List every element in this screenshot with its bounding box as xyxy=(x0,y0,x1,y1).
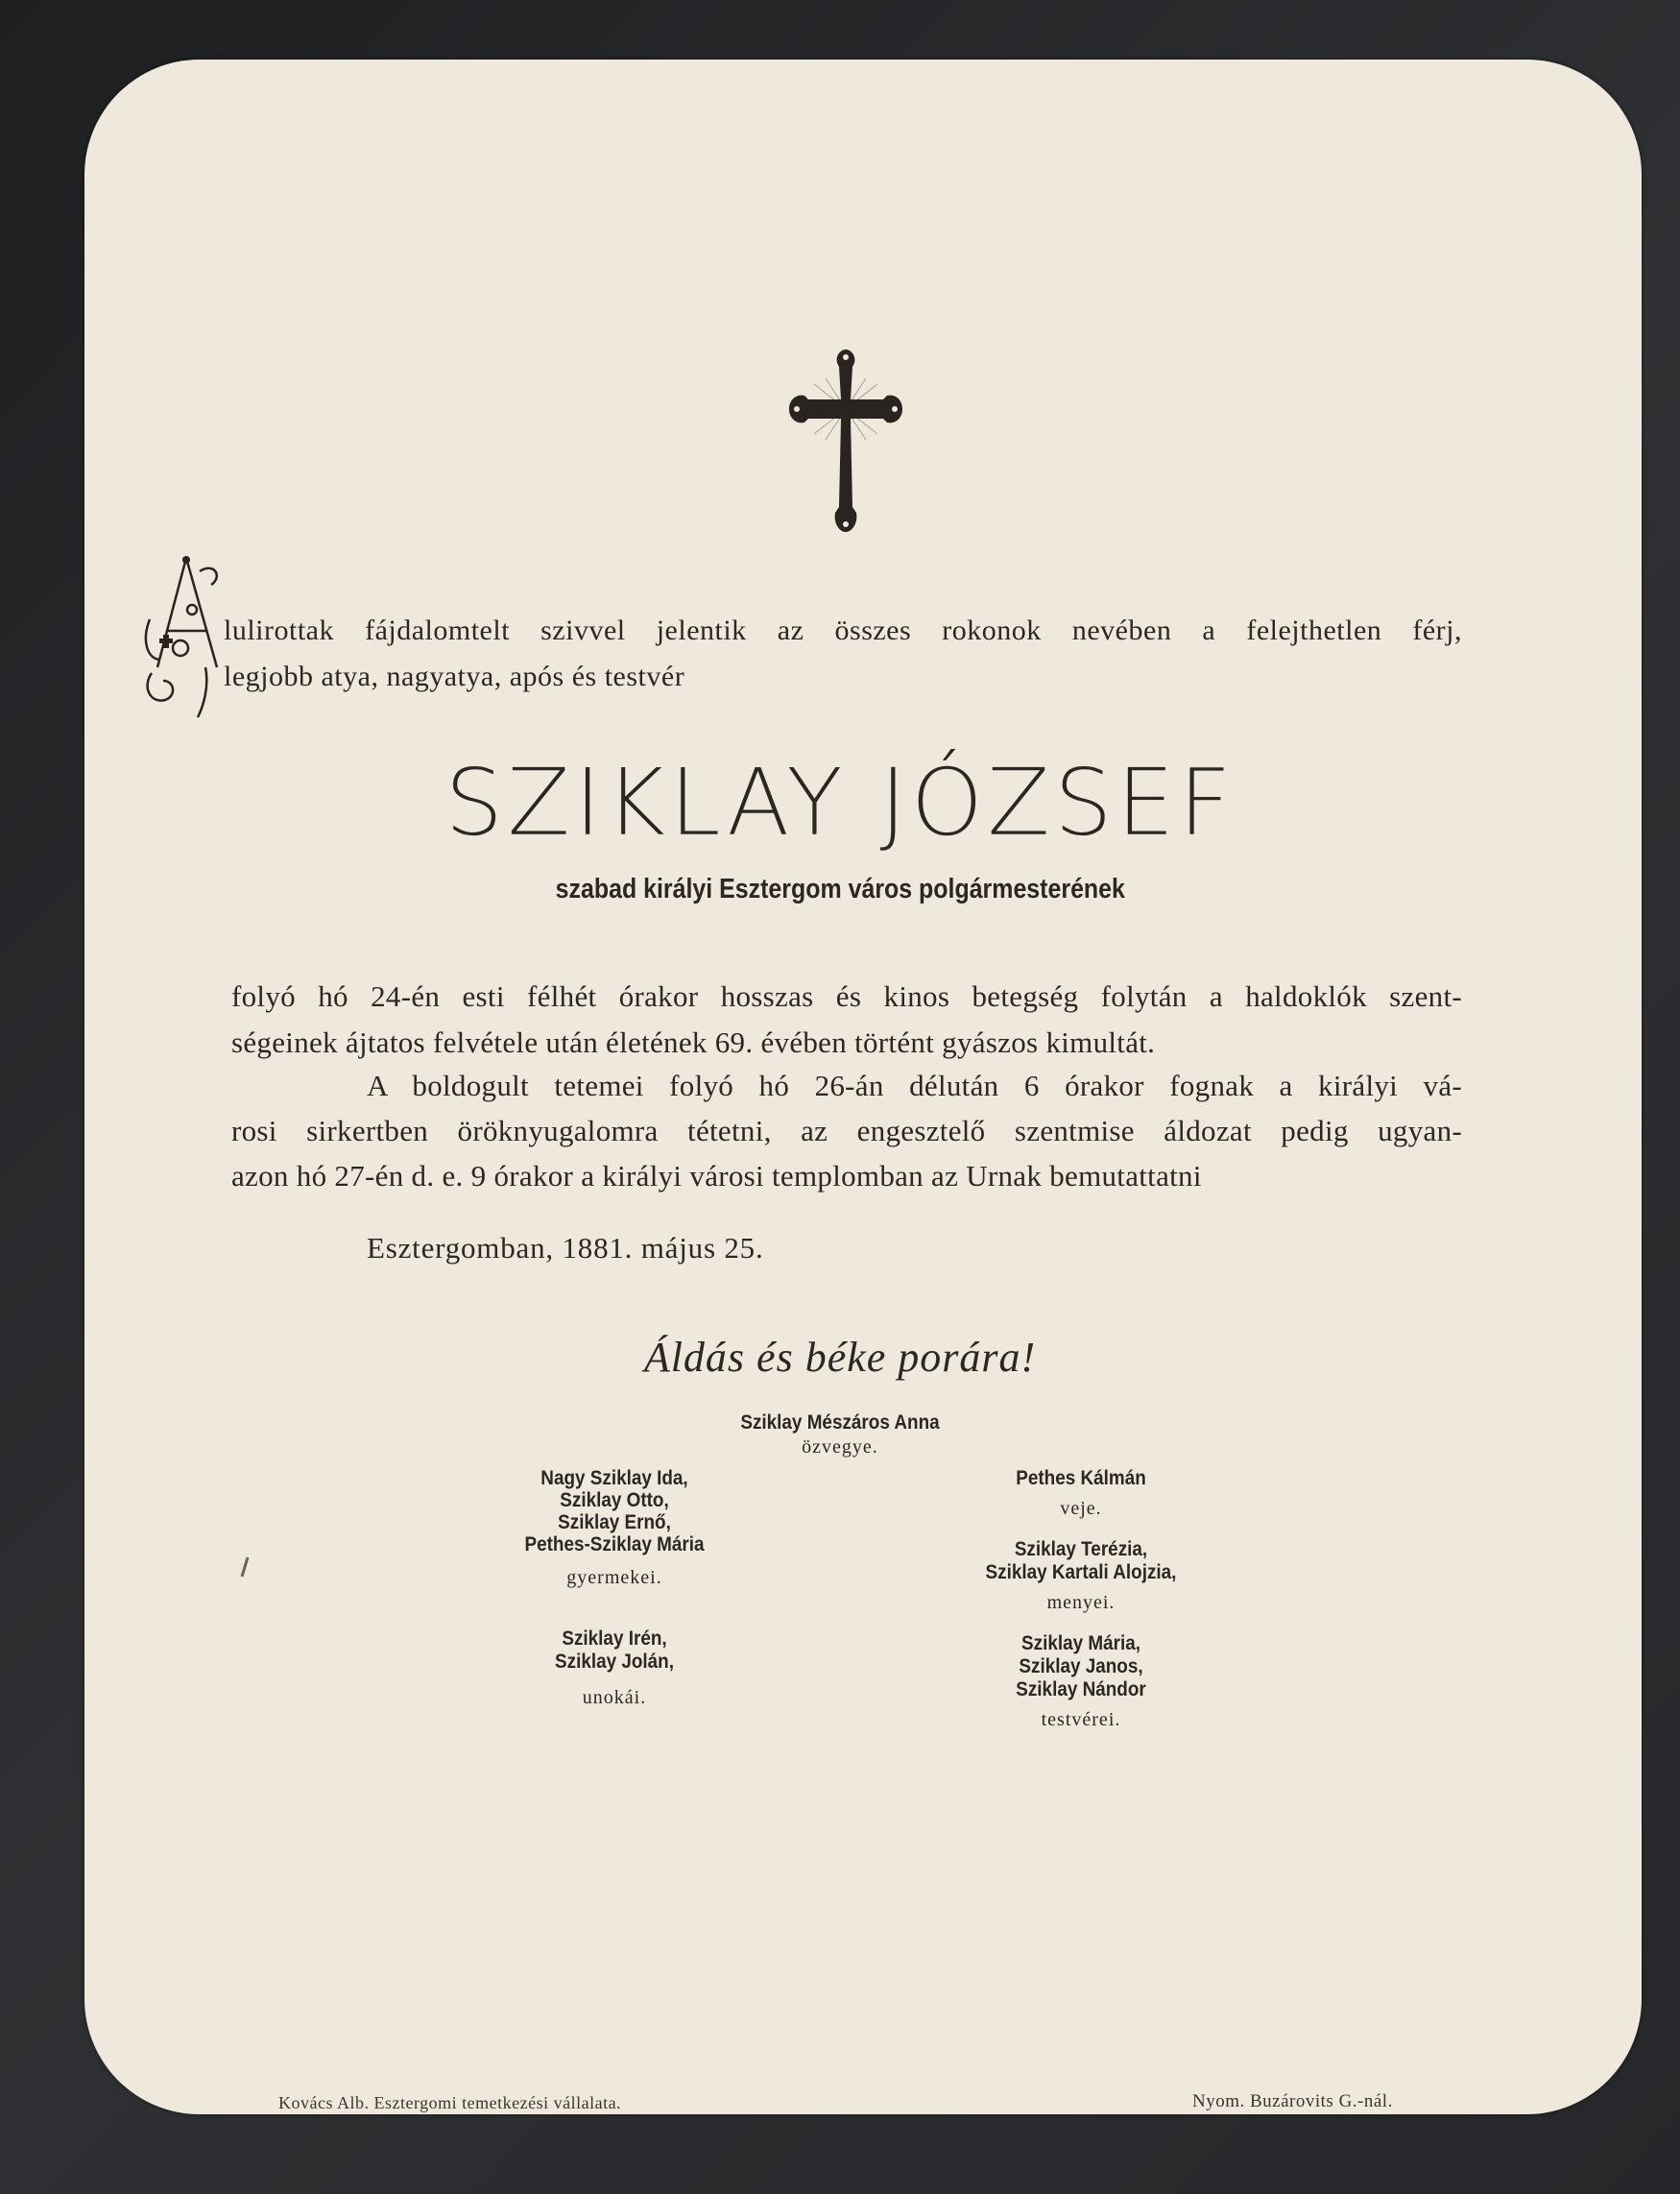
signature-children xyxy=(451,1467,778,1589)
signature-son-in-law xyxy=(918,1467,1244,1520)
footer-printer: Nyom. Buzárovits G.-nál. xyxy=(1192,2091,1393,2111)
signatory-name: Sziklay Terézia, xyxy=(1014,1538,1148,1560)
signatory-name: Sziklay Janos, xyxy=(1019,1655,1143,1677)
body-line-5: azon hó 27-én d. e. 9 órakor a királyi városi templomban az Urnak bemutattatni xyxy=(231,1159,1202,1193)
footer-undertaker: Kovács Alb. Esztergomi temetkezési vállalata. xyxy=(278,2093,622,2112)
signatory-role: veje. xyxy=(1060,1498,1102,1519)
signatory-role: testvérei. xyxy=(1041,1709,1121,1730)
signature-grandchildren xyxy=(451,1627,778,1709)
deceased-name: SZIKLAY JÓZSEF xyxy=(444,749,1236,856)
cross-icon xyxy=(776,346,916,538)
body-line-3: A boldogult tetemei folyó hó 26-án délután 6 órakor fognak a királyi vá- xyxy=(367,1069,1462,1102)
body-line-1: folyó hó 24-én esti félhét órakor hosszas és kinos betegség folytán a haldoklók szent- xyxy=(231,979,1462,1013)
signature-widow xyxy=(672,1411,1008,1459)
deceased-office: szabad királyi Esztergom város polgármesterének xyxy=(555,874,1125,904)
signatory-role: gyermekei. xyxy=(566,1567,662,1588)
place-and-date: Esztergomban, 1881. május 25. xyxy=(367,1231,764,1265)
signatory-name: Nagy Sziklay Ida, xyxy=(540,1467,688,1489)
signatory-role: unokái. xyxy=(582,1687,647,1708)
intro-line-1: lulirottak fájdalomtelt szivvel jelentik az összes rokonok nevében a felejthetlen férj, xyxy=(224,615,1462,646)
body-line-2: ségeinek ájtatos felvétele után életének 69. évében történt gyászos kimultát. xyxy=(231,1025,1156,1059)
signatory-name: Sziklay Otto, xyxy=(560,1489,669,1511)
signatory-name: Sziklay Irén, xyxy=(562,1627,667,1650)
signatory-name: Sziklay Kartali Alojzia, xyxy=(985,1561,1177,1583)
signature-daughters-in-law xyxy=(918,1538,1244,1614)
signatory-name: Sziklay Jolán, xyxy=(555,1651,674,1673)
ink-speck xyxy=(240,1555,250,1579)
signatory-role: özvegye. xyxy=(802,1436,878,1458)
signatory-name: Sziklay Ernő, xyxy=(558,1511,671,1533)
signatory-name: Pethes Kálmán xyxy=(1016,1467,1146,1489)
body-line-4: rosi sirkertben öröknyugalomra tétetni, az engesztelő szentmise áldozat pedig ugyan- xyxy=(231,1114,1462,1147)
intro-line-2: legjobb atya, nagyatya, após és testvér xyxy=(224,661,685,692)
signatory-role: menyei. xyxy=(1046,1592,1116,1613)
blessing: Áldás és béke porára! xyxy=(643,1334,1037,1381)
ornate-initial-a-icon xyxy=(142,552,228,720)
signatory-name: Sziklay Mária, xyxy=(1021,1632,1140,1654)
signature-siblings xyxy=(918,1632,1244,1731)
signatory-name: Pethes-Sziklay Mária xyxy=(524,1533,705,1555)
signatory-name: Sziklay Mészáros Anna xyxy=(740,1411,940,1434)
signatory-name: Sziklay Nándor xyxy=(1016,1678,1146,1700)
